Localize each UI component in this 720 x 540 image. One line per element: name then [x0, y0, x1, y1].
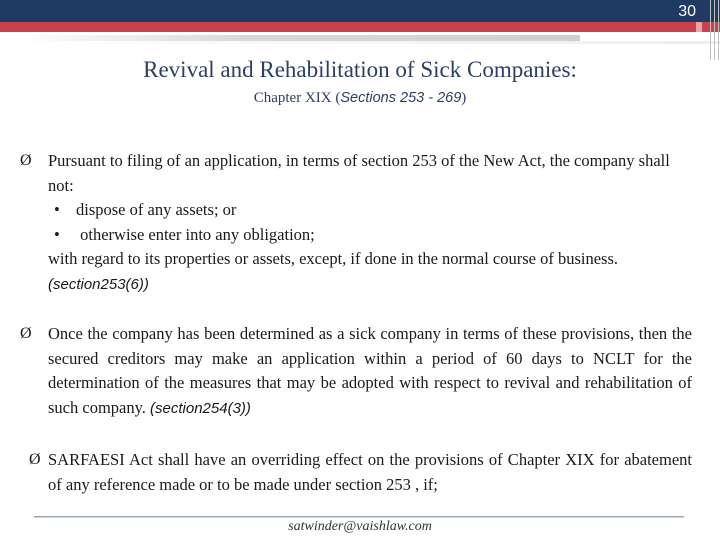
subtitle-prefix: Chapter XIX ( — [253, 90, 341, 106]
sub-item — [48, 223, 692, 248]
bullet-dot-icon: • — [54, 200, 60, 219]
section-reference: (section254(3)) — [150, 399, 251, 417]
subtitle-sections: Sections 253 - 269 — [340, 90, 462, 106]
header-accent-end — [696, 22, 702, 32]
header-accent-bar — [0, 22, 720, 32]
sub-item-text: otherwise enter into any obligation; — [76, 224, 315, 244]
header-bar — [0, 0, 720, 22]
footer-divider-shadow — [34, 517, 684, 518]
slide-subtitle — [0, 90, 720, 107]
arrow-bullet-icon: Ø — [20, 152, 32, 169]
sub-item — [48, 198, 692, 223]
bullet-text: SARFAESI Act shall have an overriding effect on the provisions of Chapter XIX for abatement of any reference made or to be made under section 253 , if; — [48, 450, 692, 494]
sub-item-text: dispose of any assets; or — [76, 200, 237, 219]
bullet-intro-text: Pursuant to filing of an application, in terms of section 253 of the New Act, the company shall not: — [48, 151, 670, 195]
bullet-sick-company — [20, 322, 692, 421]
bullet-text: Once the company has been determined as a sick company in terms of these provisions, then the secured creditors may make an application within a period of 60 days to NCLT for the determination of the measures that may be adopted with respect to revival and rehabilitation of such company. — [48, 324, 692, 417]
arrow-bullet-icon: Ø — [29, 451, 41, 468]
decorative-lines — [708, 0, 720, 60]
slide-title: Revival and Rehabilitation of Sick Companies: — [143, 57, 577, 82]
footer-email: satwinder@vaishlaw.com — [288, 519, 432, 534]
bullet-closing-text: with regard to its properties or assets, except, if done in the normal course of business. — [48, 249, 619, 268]
section-reference: (section253(6)) — [48, 275, 149, 293]
header-shadow-line — [0, 41, 720, 44]
bullet-dot-icon: • — [54, 224, 60, 244]
page-number: 30 — [678, 3, 696, 20]
arrow-bullet-icon: Ø — [20, 325, 32, 342]
bullet-sarfaesi — [29, 448, 692, 497]
bullet-filing-application — [20, 149, 692, 297]
subtitle-suffix: ) — [461, 90, 467, 106]
